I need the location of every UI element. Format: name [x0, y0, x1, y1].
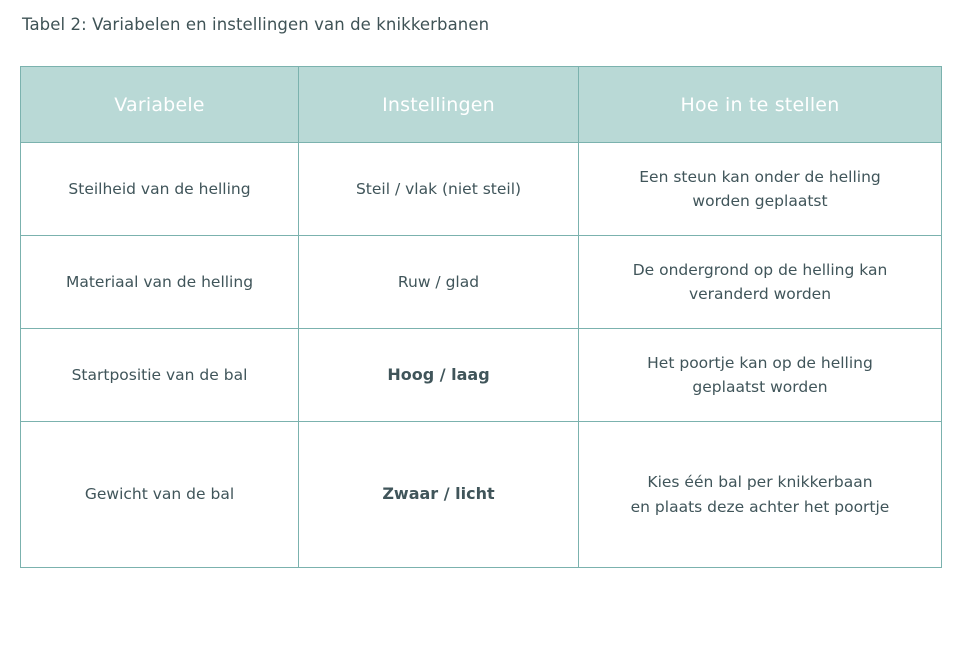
cell-how-line: Kies één bal per knikkerbaan — [647, 473, 873, 492]
column-header-settings: Instellingen — [299, 67, 579, 143]
cell-how-line: worden geplaatst — [692, 192, 828, 210]
cell-how — [579, 143, 942, 236]
table-row — [21, 143, 942, 236]
table-row — [21, 236, 942, 329]
table-row — [21, 329, 942, 422]
cell-how — [579, 422, 942, 568]
table-row — [21, 422, 942, 568]
cell-how-line: Het poortje kan op de helling — [647, 353, 873, 372]
cell-how-line: Een steun kan onder de helling — [639, 167, 881, 186]
column-header-how: Hoe in te stellen — [579, 67, 942, 143]
cell-how-line: veranderd worden — [688, 285, 832, 303]
cell-variable: Materiaal van de helling — [21, 236, 299, 329]
table-header-row — [21, 67, 942, 143]
cell-setting: Hoog / laag — [299, 329, 579, 422]
cell-variable: Startpositie van de bal — [21, 329, 299, 422]
cell-variable: Steilheid van de helling — [21, 143, 299, 236]
cell-setting: Ruw / glad — [299, 236, 579, 329]
cell-variable: Gewicht van de bal — [21, 422, 299, 568]
table-header — [21, 67, 942, 143]
cell-how — [579, 236, 942, 329]
cell-how-line: en plaats deze achter het poortje — [630, 497, 890, 516]
table-container — [20, 66, 941, 568]
table-caption: Tabel 2: Variabelen en instellingen van de knikkerbanen — [22, 15, 490, 34]
cell-setting: Steil / vlak (niet steil) — [299, 143, 579, 236]
column-header-variable: Variabele — [21, 67, 299, 143]
cell-how — [579, 329, 942, 422]
cell-how-line: De ondergrond op de helling kan — [632, 260, 888, 279]
table-body — [21, 143, 942, 568]
cell-how-line: geplaatst worden — [692, 378, 828, 396]
cell-setting: Zwaar / licht — [299, 422, 579, 568]
variables-table — [20, 66, 942, 568]
